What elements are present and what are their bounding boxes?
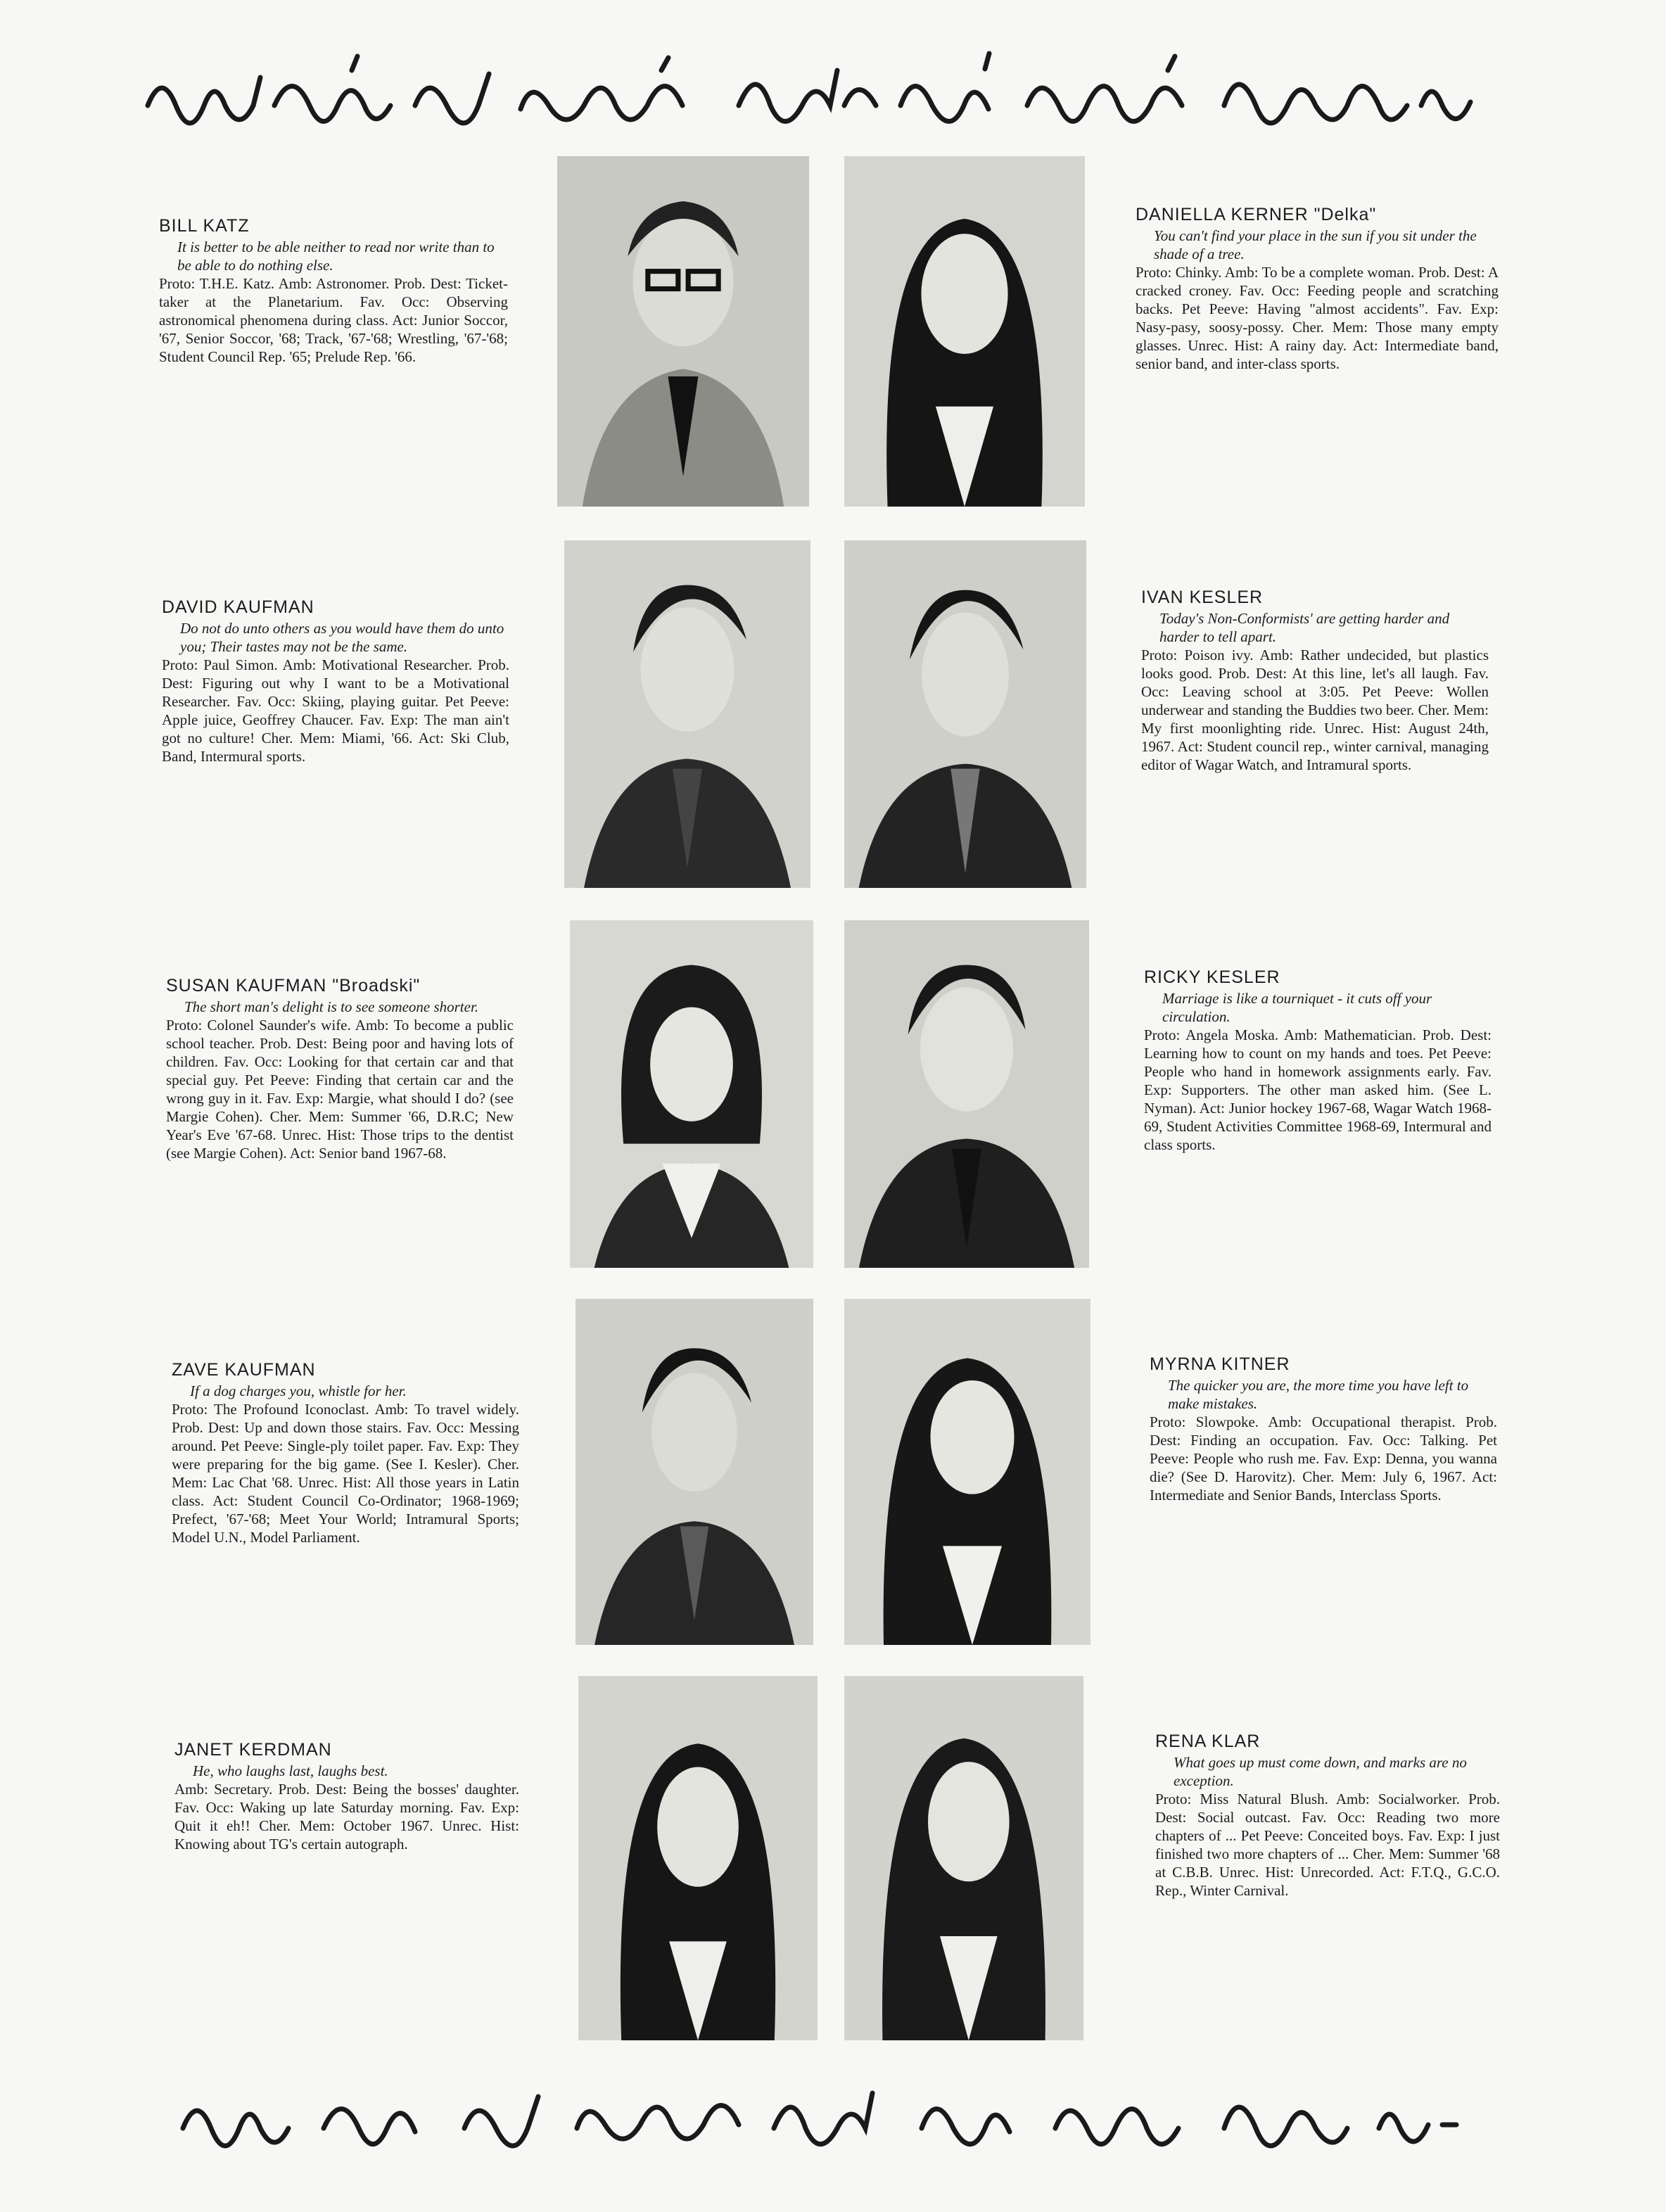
student-quote: The short man's delight is to see someone shorter. <box>184 998 479 1015</box>
student-name: RICKY KESLER <box>1144 967 1280 987</box>
student-details: Proto: Angela Moska. Amb: Mathematician. Prob. Dest: Learning how to count on my hands and toes. Pet Peeve: People who hand in homework assignments early. Fav. Exp: Supporters. The other man asked him. (See L. Nyman). Act: Junior hockey 1967-68, Wagar Watch 1968-69, Student Activities Committee 1968-69, Intermural and class sports. <box>1144 1026 1492 1153</box>
portrait-photo-bill-katz <box>557 156 809 507</box>
student-name: IVAN KESLER <box>1141 587 1264 607</box>
portrait-photo-ivan-kesler <box>844 540 1086 888</box>
student-name: RENA KLAR <box>1155 1731 1261 1751</box>
student-details: Amb: Secretary. Prob. Dest: Being the bosses' daughter. Fav. Occ: Waking up late Saturday morning. Fav. Exp: Quit it eh!! Cher. Mem: October 1967. Unrec. Hist: Knowing about TG's certain autograph. <box>174 1781 519 1852</box>
portrait-photo-rena-klar <box>844 1676 1083 2040</box>
bio-david-kaufman <box>162 597 509 765</box>
bio-ivan-kesler <box>1141 587 1489 774</box>
student-name: SUSAN KAUFMAN "Broadski" <box>166 976 421 996</box>
bio-bill-katz <box>159 215 508 366</box>
bio-ricky-kesler <box>1144 967 1492 1154</box>
decorative-script-band-bottom <box>141 2061 1477 2167</box>
student-quote: Do not do unto others as you would have them do unto you; Their tastes may not be the same. <box>180 620 504 655</box>
portrait-photo-myrna-kitner <box>844 1299 1090 1645</box>
portrait-photo-ricky-kesler <box>844 920 1089 1268</box>
student-quote: It is better to be able neither to read nor write than to be able to do nothing else. <box>177 239 495 274</box>
student-quote: The quicker you are, the more time you have left to make mistakes. <box>1168 1377 1469 1412</box>
student-details: Proto: Poison ivy. Amb: Rather undecided, but plastics looks good. Prob. Dest: At this line, let's all laugh. Fav. Occ: Leaving school at 3:05. Pet Peeve: Wollen underwear and standing the Buddies two beer. Cher. Mem: My first moonlighting ride. Unrec. Hist: August 24th, 1967. Act: Student council rep., winter carnival, managing editor of Wagar Watch, and Intramural sports. <box>1141 647 1489 773</box>
bio-susan-kaufman <box>166 975 514 1162</box>
bio-rena-klar <box>1155 1731 1500 1900</box>
student-name: JANET KERDMAN <box>174 1740 332 1760</box>
bio-janet-kerdman <box>174 1739 519 1853</box>
student-details: Proto: Chinky. Amb: To be a complete woman. Prob. Dest: A cracked croney. Fav. Occ: Feeding people and scratching backs. Pet Peeve: Having "almost accidents". Fav. Exp: Nasy-pasy, soosy-possy. Cher. Mem: Those many empty glasses. Unrec. Hist: A rainy day. Act: Intermediate band, senior band, and inter-class sports. <box>1136 264 1499 372</box>
student-quote: Today's Non-Conformists' are getting harder and harder to tell apart. <box>1159 610 1450 645</box>
bio-myrna-kitner <box>1150 1354 1497 1504</box>
portrait-photo-daniella-kerner <box>844 156 1085 507</box>
student-details: Proto: Slowpoke. Amb: Occupational therapist. Prob. Dest: Finding an occupation. Fav. Occ: Talking. Pet Peeve: People who rush me. Fav. Exp: Denna, you wanna die? (See D. Harovitz). Cher. Mem: July 6, 1967. Act: Intermediate and Senior Bands, Interclass Sports. <box>1150 1413 1497 1504</box>
student-details: Proto: Miss Natural Blush. Amb: Socialworker. Prob. Dest: Social outcast. Fav. Occ: Reading two more chapters of ... Pet Peeve: Conceited boys. Fav. Exp: I just finished two more chapters of ... Cher. Mem: Summer '68 at C.B.B. Unrec. Hist: Unrecorded. Act: F.T.Q., G.C.O. Rep., Winter Carnival. <box>1155 1791 1500 1899</box>
student-name: DANIELLA KERNER "Delka" <box>1136 205 1377 224</box>
student-name: MYRNA KITNER <box>1150 1354 1290 1374</box>
bio-daniella-kerner <box>1136 204 1499 373</box>
student-quote: He, who laughs last, laughs best. <box>193 1762 388 1779</box>
student-name: ZAVE KAUFMAN <box>172 1360 316 1380</box>
student-quote: If a dog charges you, whistle for her. <box>190 1382 407 1399</box>
student-details: Proto: The Profound Iconoclast. Amb: To travel widely. Prob. Dest: Up and down those stairs. Fav. Occ: Messing around. Pet Peeve: Single-ply toilet paper. Fav. Exp: They were preparing for the big game. (See I. Kesler). Cher. Mem: Lac Chat '68. Unrec. Hist: All those years in Latin class. Act: Student Council Co-Ordinator; 1968-1969; Prefect, '67-'68; Meet Your World; Intramural Sports; Model U.N., Model Parliament. <box>172 1401 519 1546</box>
decorative-script-band-top <box>141 42 1477 141</box>
student-name: DAVID KAUFMAN <box>162 597 314 617</box>
student-quote: You can't find your place in the sun if you sit under the shade of a tree. <box>1154 227 1477 262</box>
portrait-photo-susan-kaufman <box>570 920 813 1268</box>
student-details: Proto: Paul Simon. Amb: Motivational Researcher. Prob. Dest: Figuring out why I want to be a Motivational Researcher. Fav. Occ: Skiing, playing guitar. Pet Peeve: Apple juice, Geoffrey Chaucer. Fav. Exp: The man ain't got no culture! Cher. Mem: Miami, '66. Act: Ski Club, Band, Intermural sports. <box>162 656 509 765</box>
student-details: Proto: T.H.E. Katz. Amb: Astronomer. Prob. Dest: Ticket-taker at the Planetarium. Fav. Occ: Observing astronomical phenomena during class. Act: Junior Soccor, '67, Senior Soccor, '68; Track, '67-'68; Wrestling, '67-'68; Student Council Rep. '65; Prelude Rep. '66. <box>159 275 508 365</box>
portrait-photo-janet-kerdman <box>578 1676 818 2040</box>
bio-zave-kaufman <box>172 1359 519 1546</box>
student-quote: What goes up must come down, and marks are no exception. <box>1174 1754 1467 1789</box>
student-quote: Marriage is like a tourniquet - it cuts off your circulation. <box>1162 990 1432 1025</box>
portrait-photo-zave-kaufman <box>576 1299 813 1645</box>
student-details: Proto: Colonel Saunder's wife. Amb: To become a public school teacher. Prob. Dest: Being poor and having lots of children. Fav. Occ: Looking for that certain car and that special guy. Pet Peeve: Finding that certain car and the wrong guy in it. Fav. Exp: Margie, what should I do? (see Margie Cohen). Cher. Mem: Summer '66, D.R.C; New Year's Eve '67-68. Unrec. Hist: Those trips to the dentist (see Margie Cohen). Act: Senior band 1967-68. <box>166 1017 514 1162</box>
portrait-photo-david-kaufman <box>564 540 810 888</box>
student-name: BILL KATZ <box>159 216 250 236</box>
